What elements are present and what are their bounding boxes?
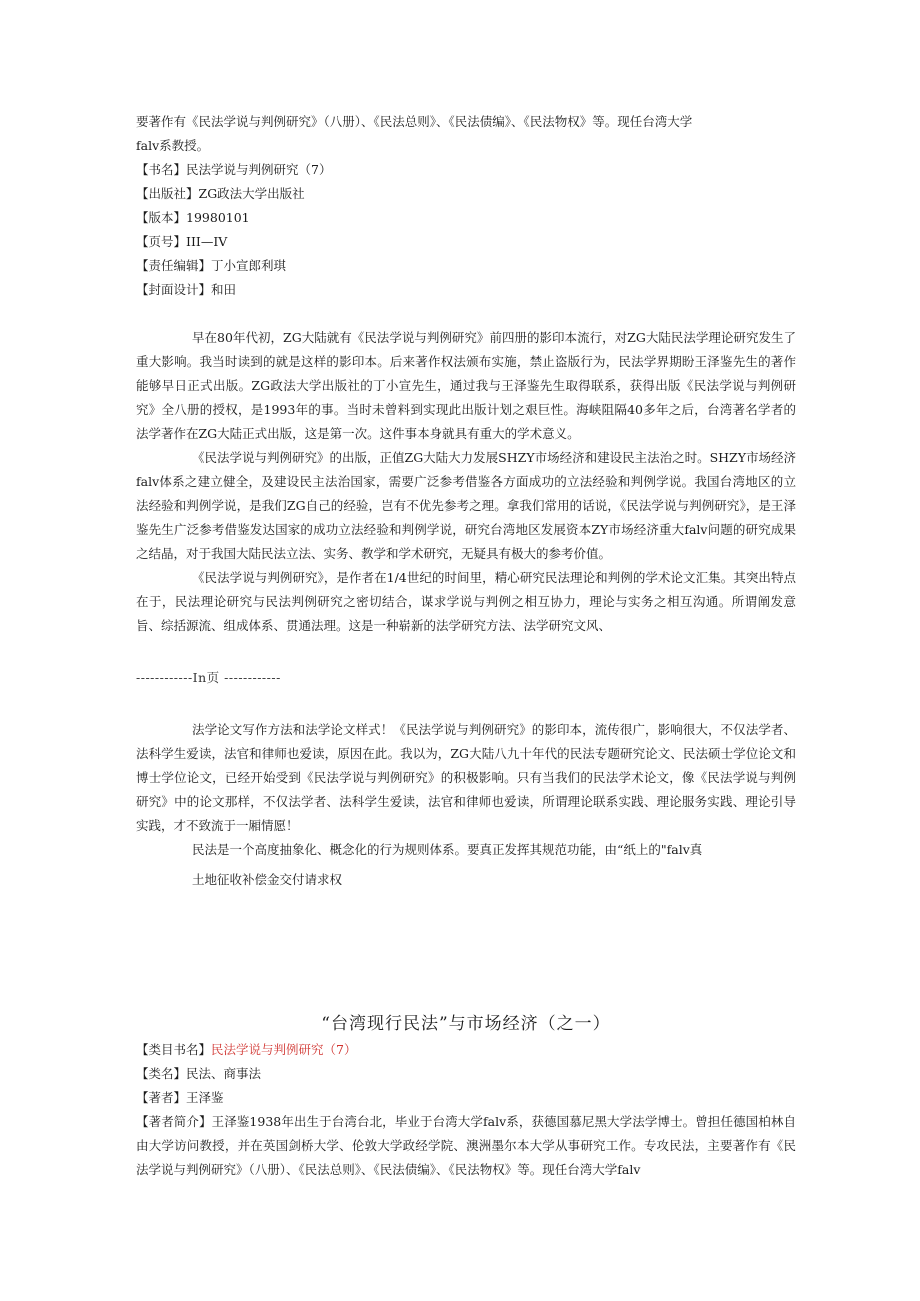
- meta-publisher: [136, 182, 796, 206]
- meta-category: [136, 1062, 796, 1086]
- spacer: [136, 302, 796, 326]
- body-paragraph-4: 法学论文写作方法和法学论文样式！《民法学说与判例研究》的影印本，流传很广，影响很大，不仅法学者、法科学生爱读，法官和律师也爱读，原因在此。我以为，ZG大陆八九十年代的民法专题研究论文、民法硕士学位论文和博士学位论文，已经开始受到《民法学说与判例研究》的积极影响。只有当我们的民法学术论文，像《民法学说与判例研究》中的论文那样，不仅法学者、法科学生爱读，法官和律师也爱读，所谓理论联系实践、理论服务实践、理论引导实践，才不致流于一厢情愿！: [136, 722, 796, 833]
- meta-book-label: 【书名】: [136, 162, 187, 177]
- body-paragraph-6: 土地征收补偿金交付请求权: [192, 872, 343, 887]
- author-intro-line-1: 要著作有《民法学说与判例研究》（八册）、《民法总则》、《民法债编》、《民法物权》等。现任台湾大学: [136, 114, 693, 129]
- meta-category-book-label: 【类目书名】: [136, 1042, 212, 1057]
- document-page: [136, 110, 796, 1182]
- meta-edition: [136, 206, 796, 230]
- meta-publisher-label: 【出版社】: [136, 186, 199, 201]
- meta-editor-label: 【责任编辑】: [136, 258, 212, 273]
- meta-category-value: 民法、商事法: [186, 1066, 262, 1081]
- meta-category-book-link[interactable]: 民法学说与判例研究（7）: [211, 1042, 357, 1057]
- author-bio-label: 【著者简介】: [136, 1114, 212, 1129]
- author-bio: [136, 1110, 796, 1182]
- spacer: [136, 690, 796, 718]
- meta-book: [136, 158, 796, 182]
- meta-category-book: [136, 1038, 796, 1062]
- meta-author: [136, 1086, 796, 1110]
- meta-edition-label: 【版本】: [136, 210, 187, 225]
- meta-book-value: 民法学说与判例研究（7）: [186, 162, 332, 177]
- meta-pages: [136, 230, 796, 254]
- meta-cover-label: 【封面设计】: [136, 282, 212, 297]
- body-paragraph-2: 《民法学说与判例研究》的出版，正值ZG大陆大力发展SHZY市场经济和建设民主法治之时。SHZY市场经济falv体系之建立健全，及建设民主法治国家，需要广泛参考借鉴各方面成功的立法经验和判例学说。我国台湾地区的立法经验和判例学说，是我们ZG自己的经验，岂有不优先参考之理。拿我们常用的话说，《民法学说与判例研究》，是王泽鉴先生广泛参考借鉴发达国家的成功立法经验和判例学说，研究台湾地区发展资本ZY市场经济重大falv问题的研究成果之结晶，对于我国大陆民法立法、实务、教学和学术研究，无疑具有极大的参考价值。: [136, 450, 796, 561]
- spacer: [136, 638, 796, 666]
- page-separator: ------------In页 ------------: [136, 670, 281, 685]
- meta-editor: [136, 254, 796, 278]
- meta-author-value: 王泽鉴: [186, 1090, 224, 1105]
- spacer: [136, 892, 796, 1010]
- meta-pages-label: 【页号】: [136, 234, 187, 249]
- body-paragraph-3: 《民法学说与判例研究》，是作者在1/4世纪的时间里，精心研究民法理论和判例的学术论文汇集。其突出特点在于，民法理论研究与民法判例研究之密切结合，谋求学说与判例之相互协力，理论与实务之相互沟通。所谓阐发意旨、综括源流、组成体系、贯通法理。这是一种崭新的法学研究方法、法学研究文风、: [136, 570, 796, 633]
- section-title: “台湾现行民法”与市场经济（之一）: [321, 1014, 611, 1034]
- meta-cover: [136, 278, 796, 302]
- meta-publisher-value: ZG政法大学出版社: [198, 186, 305, 201]
- meta-pages-value: III—IV: [186, 234, 228, 249]
- meta-author-label: 【著者】: [136, 1090, 187, 1105]
- body-paragraph-5: 民法是一个高度抽象化、概念化的行为规则体系。要真正发挥其规范功能，由“纸上的"falv真: [192, 842, 703, 857]
- body-paragraph-1: 早在80年代初，ZG大陆就有《民法学说与判例研究》前四册的影印本流行，对ZG大陆民法学理论研究发生了重大影响。我当时读到的就是这样的影印本。后来著作权法颁布实施，禁止盗版行为，民法学界期盼王泽鉴先生的著作能够早日正式出版。ZG政法大学出版社的丁小宣先生，通过我与王泽鉴先生取得联系，获得出版《民法学说与判例研究》全八册的授权，是1993年的事。当时未曾料到实现此出版计划之艰巨性。海峡阻隔40多年之后，台湾著名学者的法学著作在ZG大陆正式出版，这是第一次。这件事本身就具有重大的学术意义。: [136, 330, 796, 441]
- meta-editor-value: 丁小宣郎利琪: [211, 258, 287, 273]
- author-bio-text: 王泽鉴1938年出生于台湾台北，毕业于台湾大学falv系，获德国慕尼黑大学法学博士。曾担任德国柏林自由大学访问教授，并在英国剑桥大学、伦敦大学政经学院、澳洲墨尔本大学从事研究工作。专攻民法，主要著作有《民法学说与判例研究》（八册）、《民法总则》、《民法债编》、《民法物权》等。现任台湾大学falv: [136, 1114, 796, 1177]
- meta-category-label: 【类名】: [136, 1066, 187, 1081]
- meta-cover-value: 和田: [211, 282, 237, 297]
- meta-edition-value: 19980101: [186, 210, 250, 225]
- author-intro-line-2: falv系教授。: [136, 138, 210, 153]
